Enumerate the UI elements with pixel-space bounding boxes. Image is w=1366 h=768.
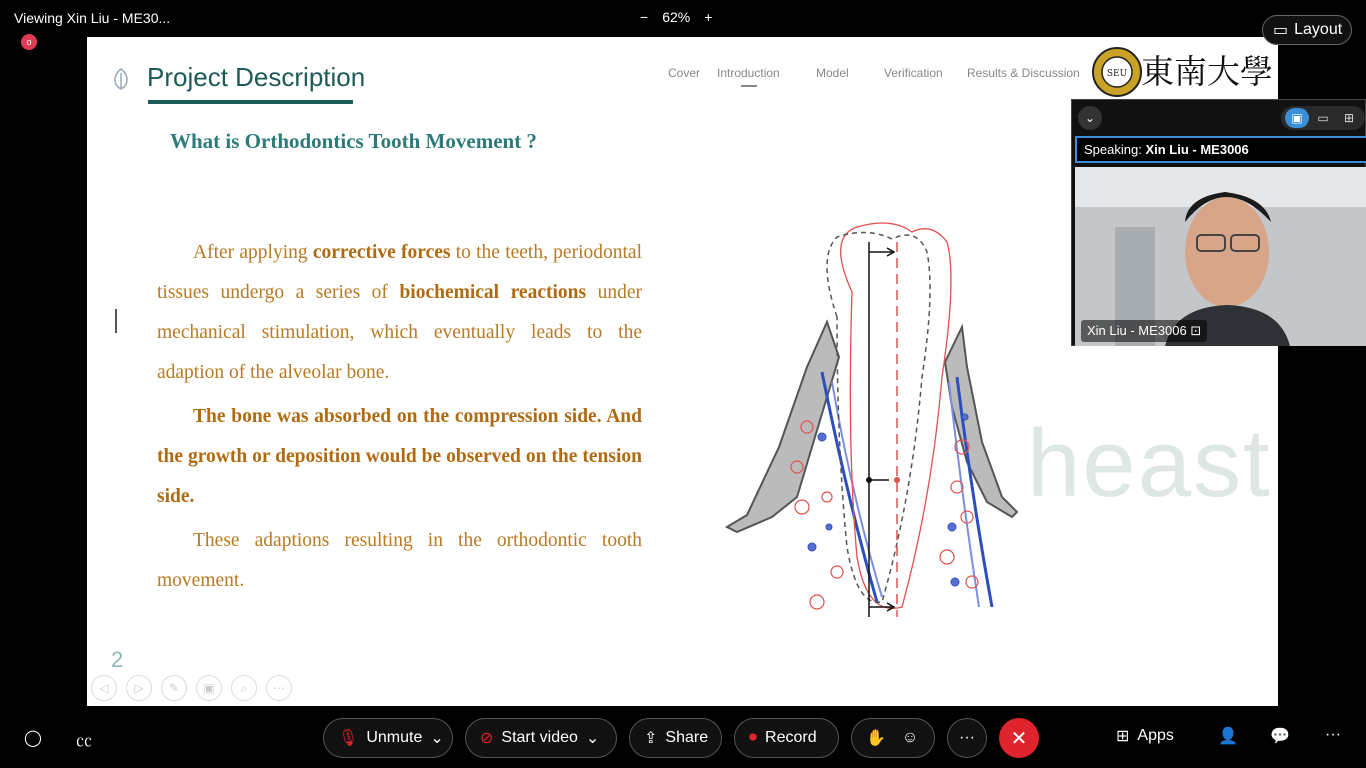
overflow-button[interactable]: ··· xyxy=(1325,726,1341,743)
meeting-toolbar xyxy=(0,706,1366,768)
reactions-icon[interactable]: ☺ xyxy=(901,729,919,746)
leaf-icon xyxy=(111,67,131,91)
video-panel xyxy=(1071,99,1366,346)
share-icon: ⇪ xyxy=(644,730,658,747)
grid-view-icon[interactable]: ⊞ xyxy=(1343,111,1355,125)
tooth-diagram xyxy=(717,197,1027,627)
layout-button[interactable] xyxy=(1262,15,1352,45)
pen-icon[interactable]: ✎ xyxy=(161,675,187,701)
nav-results[interactable]: Results & Discussion xyxy=(967,66,1080,80)
participants-icon[interactable]: 👤 xyxy=(1218,728,1238,745)
video-panel-header xyxy=(1072,100,1365,136)
chevron-down-icon[interactable]: ⌄ xyxy=(1078,106,1102,130)
next-slide-icon[interactable]: ▷ xyxy=(126,675,152,701)
nav-cover[interactable]: Cover xyxy=(668,66,701,80)
participant-name-tag: Xin Liu - ME3006 ⊡ xyxy=(1081,320,1207,342)
zoom-icon[interactable]: ⌕ xyxy=(231,675,257,701)
paragraph-2: The bone was absorbed on the compression side. And the growth or deposition would be observed on the tension side. xyxy=(157,406,642,507)
share-button[interactable]: ⇪ Share xyxy=(629,718,722,758)
unmute-button[interactable]: 🎙 Unmute ⌄ xyxy=(323,718,453,758)
pip-view-icon[interactable]: ▣ xyxy=(1285,108,1309,128)
paragraph-1: After applying corrective forces to the teeth, periodontal tissues undergo a series of biochemical reactions under mechanical stimulation, which eventually leads to the adaption of the alveolar bone. xyxy=(157,242,642,383)
status-ring-icon[interactable]: ◯ xyxy=(24,730,42,747)
watermark-text: heast xyxy=(1027,410,1272,517)
reactions-group xyxy=(851,718,935,758)
nav-model[interactable]: Model xyxy=(816,66,849,80)
prev-slide-icon[interactable]: ◁ xyxy=(91,675,117,701)
chevron-down-icon[interactable]: ⌄ xyxy=(430,730,444,747)
leave-meeting-button[interactable]: ✕ xyxy=(999,718,1039,758)
chat-icon[interactable]: 💬 xyxy=(1270,728,1290,745)
more-button[interactable]: ··· xyxy=(947,718,987,758)
window-title: Viewing Xin Liu - ME30... xyxy=(14,10,171,26)
apps-icon: ⊞ xyxy=(1116,728,1130,745)
start-video-button[interactable]: ⊘ Start video ⌄ xyxy=(465,718,617,758)
svg-text:東南大學: 東南大學 xyxy=(1141,52,1273,91)
slide-title: Project Description xyxy=(147,62,366,92)
zoom-level: 62% xyxy=(662,9,691,25)
nav-introduction[interactable]: Introduction xyxy=(717,66,780,80)
video-off-icon: ⊘ xyxy=(480,730,494,747)
slide-subtitle: What is Orthodontics Tooth Movement ? xyxy=(170,129,537,153)
page-number: 2 xyxy=(111,647,124,672)
layout-label: Layout xyxy=(1294,21,1343,38)
view-switcher xyxy=(1281,106,1365,130)
slide-body-text xyxy=(157,233,642,605)
speaker-name: Xin Liu - ME3006 xyxy=(1145,142,1249,157)
record-icon: ⏺ xyxy=(749,729,758,746)
zoom-control xyxy=(640,9,712,25)
paragraph-3: These adaptions resulting in the orthodontic tooth movement. xyxy=(157,530,642,591)
more-options-icon[interactable]: ⋯ xyxy=(266,675,292,701)
stage-view-icon[interactable]: ▭ xyxy=(1317,111,1329,125)
share-screen-icon: ⊡ xyxy=(1190,323,1202,338)
recording-indicator: o xyxy=(21,34,37,50)
text-cursor xyxy=(115,309,117,333)
university-logo xyxy=(1092,43,1278,101)
chevron-down-icon[interactable]: ⌄ xyxy=(585,730,600,747)
slides-icon[interactable]: ▣ xyxy=(196,675,222,701)
title-underline xyxy=(148,100,353,104)
svg-text:SEU: SEU xyxy=(1106,69,1128,79)
record-button[interactable]: ⏺ Record xyxy=(734,718,839,758)
raise-hand-icon[interactable]: ✋ xyxy=(866,730,886,747)
nav-verification[interactable]: Verification xyxy=(884,66,943,80)
muted-mic-icon: 🎙 xyxy=(338,730,359,747)
nav-active-underline xyxy=(741,85,757,87)
apps-button[interactable]: ⊞ Apps xyxy=(1116,727,1174,745)
slide-controls xyxy=(91,675,292,701)
speaking-label: Speaking: xyxy=(1084,142,1142,157)
participant-video[interactable] xyxy=(1075,167,1366,346)
top-bar xyxy=(0,0,1366,37)
layout-icon: ▭ xyxy=(1273,22,1289,39)
captions-icon[interactable]: ㏄ xyxy=(76,733,93,750)
zoom-in-button[interactable]: + xyxy=(704,9,713,25)
speaking-indicator xyxy=(1075,136,1366,163)
zoom-out-button[interactable]: − xyxy=(640,9,649,25)
